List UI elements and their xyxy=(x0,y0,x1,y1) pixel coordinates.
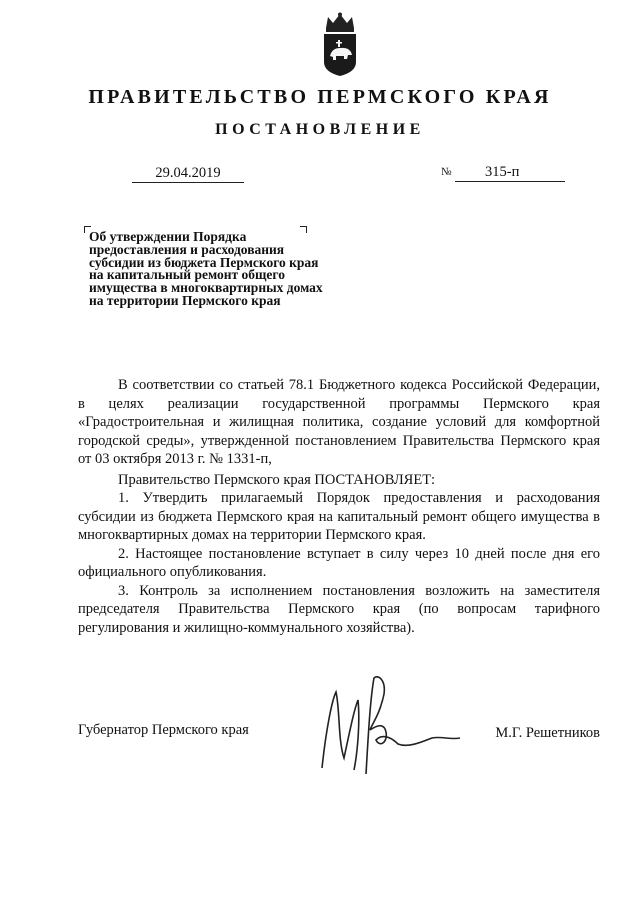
handwritten-signature xyxy=(314,670,464,778)
government-title: ПРАВИТЕЛЬСТВО ПЕРМСКОГО КРАЯ xyxy=(88,86,552,108)
decree-body xyxy=(78,376,600,637)
subject-line: Об утверждении Порядка xyxy=(89,229,247,244)
clause-2-paragraph: 2. Настоящее постановление вступает в силу через 10 дней после дня его официального опубликования. xyxy=(78,545,600,580)
subject-line: субсидии из бюджета Пермского края xyxy=(89,254,319,270)
decree-date: 29.04.2019 xyxy=(132,164,244,183)
coat-of-arms-icon xyxy=(318,12,362,78)
decree-subject xyxy=(89,231,379,308)
subject-line: на капитальный ремонт общего xyxy=(89,267,285,283)
signatory-name: М.Г. Решетников xyxy=(495,725,600,741)
clause-1-paragraph: 1. Утвердить прилагаемый Порядок предоставления и расходования субсидии из бюджета Пермского края на капитальный ремонт общего имущества в многоквартирных домах на территории Пермского края. xyxy=(78,490,600,543)
document-type: ПОСТАНОВЛЕНИЕ xyxy=(215,121,425,138)
decree-number: 315-п xyxy=(455,163,565,182)
subject-line: на территории Пермского края xyxy=(89,292,281,308)
number-sign: № xyxy=(441,166,452,178)
preamble-paragraph: В соответствии со статьей 78.1 Бюджетного кодекса Российской Федерации, в целях реализации государственной программы Пермского края «Градостроительная и жилищная политика, создание условий для комфортной городской среды», утвержденной постановлением Правительства Пермского края от 03 октября 2013 г. № 1331-п, xyxy=(78,377,600,467)
resolution-paragraph: Правительство Пермского края ПОСТАНОВЛЯЕТ: xyxy=(118,471,436,488)
signatory-title: Губернатор Пермского края xyxy=(78,722,249,738)
subject-line: предоставления и расходования xyxy=(89,241,285,257)
clause-3-paragraph: 3. Контроль за исполнением постановления возложить на заместителя председателя Правительства Пермского края (по вопросам тарифного регулирования и жилищно-коммунального хозяйства). xyxy=(78,582,600,636)
subject-line: имущества в многоквартирных домах xyxy=(89,280,323,296)
